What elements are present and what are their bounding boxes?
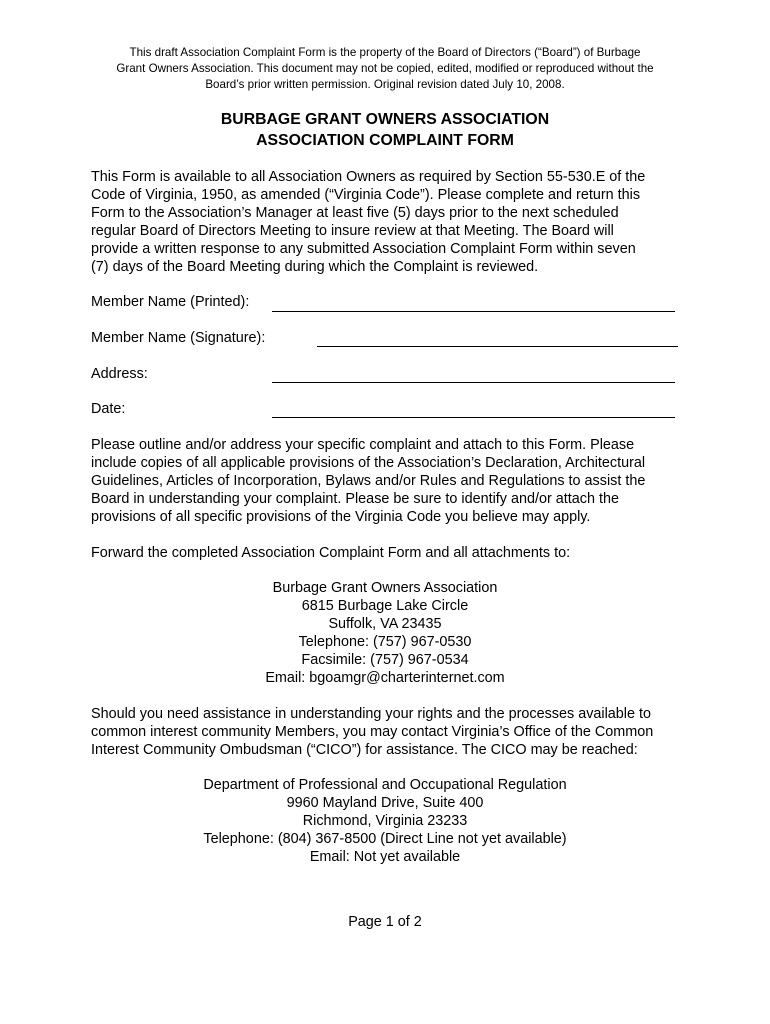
instructions-paragraph	[91, 436, 691, 526]
disclaimer-line: This draft Association Complaint Form is the property of the Board of Directors (“Board”) of Burbage	[129, 46, 641, 59]
disclaimer-line: Grant Owners Association. This document may not be copied, edited, modified or reproduced without the	[116, 62, 654, 75]
forward-text: Forward the completed Association Complaint Form and all attachments to:	[91, 545, 571, 561]
disclaimer	[70, 45, 700, 93]
intro-line: Form to the Association’s Manager at least five (5) days prior to the next scheduled	[91, 205, 619, 221]
address-field[interactable]	[272, 364, 675, 383]
instructions-line: Guidelines, Articles of Incorporation, Bylaws and/or Rules and Regulations to assist the	[91, 473, 646, 489]
association-address-line: Suffolk, VA 23435	[328, 616, 442, 632]
assistance-line: common interest community Members, you may contact Virginia’s Office of the Common	[91, 724, 654, 740]
page-number: Page 1 of 2	[348, 914, 422, 930]
cico-address-block	[0, 776, 770, 866]
intro-line: This Form is available to all Association Owners as required by Section 55-530.E of the	[91, 169, 646, 185]
intro-paragraph	[91, 168, 691, 276]
assistance-paragraph	[91, 705, 691, 759]
member-name-signature-label: Member Name (Signature):	[91, 330, 266, 346]
instructions-line: provisions of all specific provisions of the Virginia Code you believe may apply.	[91, 509, 591, 525]
cico-phone: Telephone: (804) 367-8500 (Direct Line not yet available)	[203, 831, 567, 847]
cico-email: Email: Not yet available	[309, 849, 461, 865]
association-address-line: Burbage Grant Owners Association	[272, 580, 498, 596]
intro-line: (7) days of the Board Meeting during which the Complaint is reviewed.	[91, 259, 539, 275]
date-field[interactable]	[272, 399, 675, 418]
assistance-line: Interest Community Ombudsman (“CICO”) for assistance. The CICO may be reached:	[91, 742, 638, 758]
cico-address-line: Department of Professional and Occupational Regulation	[203, 777, 567, 793]
disclaimer-line: Board’s prior written permission. Original revision dated July 10, 2008.	[205, 78, 565, 91]
instructions-line: Board in understanding your complaint. Please be sure to identify and/or attach the	[91, 491, 619, 507]
date-label: Date:	[91, 401, 126, 417]
document-subtitle: ASSOCIATION COMPLAINT FORM	[256, 132, 514, 149]
member-name-printed-label: Member Name (Printed):	[91, 294, 250, 310]
association-address-line: 6815 Burbage Lake Circle	[301, 598, 469, 614]
intro-line: provide a written response to any submitted Association Complaint Form within seven	[91, 241, 636, 257]
association-phone: Telephone: (757) 967-0530	[298, 634, 472, 650]
instructions-line: include copies of all applicable provisions of the Association’s Declaration, Architectural	[91, 455, 646, 471]
address-label: Address:	[91, 366, 148, 382]
cico-address-line: 9960 Mayland Drive, Suite 400	[286, 795, 484, 811]
instructions-line: Please outline and/or address your specific complaint and attach to this Form. Please	[91, 437, 635, 453]
intro-line: regular Board of Directors Meeting to insure review at that Meeting. The Board will	[91, 223, 614, 239]
association-email: Email: bgoamgr@charterinternet.com	[265, 670, 505, 686]
intro-line: Code of Virginia, 1950, as amended (“Virginia Code”). Please complete and return this	[91, 187, 641, 203]
association-fax: Facsimile: (757) 967-0534	[301, 652, 469, 668]
document-title: BURBAGE GRANT OWNERS ASSOCIATION	[220, 111, 550, 128]
cico-address-line: Richmond, Virginia 23233	[302, 813, 468, 829]
association-address-block	[0, 579, 770, 687]
member-name-signature-field[interactable]	[317, 328, 678, 347]
member-name-printed-field[interactable]	[272, 293, 675, 312]
assistance-line: Should you need assistance in understanding your rights and the processes available to	[91, 706, 651, 722]
